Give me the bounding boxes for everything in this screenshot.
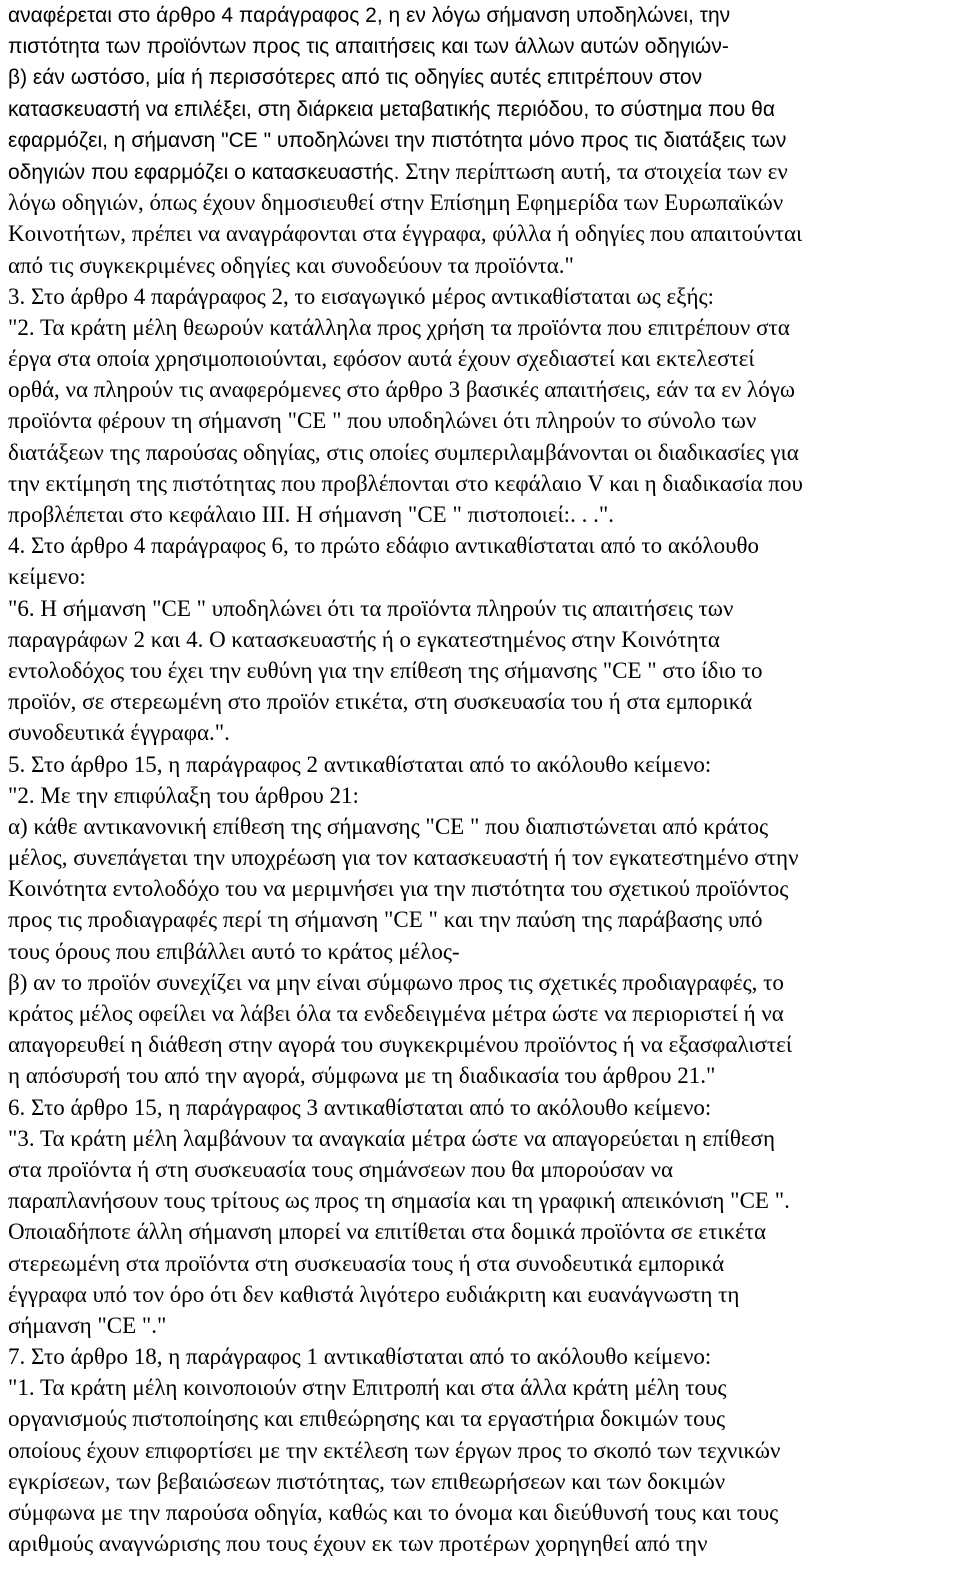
document-line-text: α) κάθε αντικανονική επίθεση της σήμανσης "CE " που διαπιστώνεται από κράτος [8, 813, 769, 839]
document-line [8, 468, 960, 499]
document-line [8, 780, 960, 811]
document-line-text: "6. Η σήμανση "CE " υποδηλώνει ότι τα προϊόντα πληρούν τις απαιτήσεις των [8, 595, 734, 621]
document-line [8, 1528, 960, 1559]
document-line-text: την εκτίμηση της πιστότητας που προβλέπονται στο κεφάλαιο V και η διαδικασία που [8, 470, 803, 496]
document-line [8, 62, 960, 93]
document-line-text: στερεωμένη στα προϊόντα στη συσκευασία τους ή στα συνοδευτικά εμπορικά [8, 1250, 725, 1276]
document-line [8, 1060, 960, 1091]
document-line-text: αναφέρεται στο άρθρο 4 παράγραφος 2, η εν λόγω σήμανση υποδηλώνει, την [8, 4, 731, 27]
document-line [8, 499, 960, 530]
document-line-text: συνοδευτικά έγγραφα.". [8, 720, 230, 746]
document-line-text: "1. Τα κράτη μέλη κοινοποιούν στην Επιτροπή και στα άλλα κράτη μέλη τους [8, 1375, 727, 1401]
document-line-text: Κοινότητα εντολοδόχο του να μεριμνήσει για την πιστότητα του σχετικού προϊόντος [8, 876, 789, 902]
document-line-text: προβλέπεται στο κεφάλαιο ΙΙΙ. Η σήμανση "CE " πιστοποιεί:. . .". [8, 502, 614, 527]
document-line-text: "2. Με την επιφύλαξη του άρθρου 21: [8, 782, 359, 808]
document-line-text: "3. Τα κράτη μέλη λαμβάνουν τα αναγκαία μέτρα ώστε να απαγορεύεται η επίθεση [8, 1125, 775, 1151]
document-line [8, 717, 960, 748]
document-line-text: οποίους έχουν επιφορτίσει με την εκτέλεση των έργων προς το σκοπό των τεχνικών [8, 1437, 781, 1463]
document-line [8, 437, 960, 468]
document-line-text: ορθά, να πληρούν τις αναφερόμενες στο άρθρο 3 βασικές απαιτήσεις, εάν τα εν λόγω [8, 377, 795, 403]
document-line [8, 156, 960, 187]
document-line-continuation: Στην περίπτωση αυτή, τα στοιχεία των εν [399, 158, 788, 184]
document-line [8, 1341, 960, 1372]
document-line [8, 655, 960, 686]
document-line [8, 967, 960, 998]
document-line [8, 1154, 960, 1185]
document-line-text: β) εάν ωστόσο, μία ή περισσότερες από τις οδηγίες αυτές επιτρέπουν στον [8, 66, 703, 90]
document-line-text: Οποιαδήποτε άλλη σήμανση μπορεί να επιτίθεται στα δομικά προϊόντα σε ετικέτα [8, 1219, 767, 1245]
document-line-text: παραπλανήσουν τους τρίτους ως προς τη σημασία και τη γραφική απεικόνιση "CE ". [8, 1188, 790, 1214]
document-line [8, 1466, 960, 1497]
document-line [8, 31, 960, 62]
document-line-text: τους όρους που επιβάλλει αυτό το κράτος μέλος- [8, 938, 460, 964]
document-line-text: κατασκευαστή να επιλέξει, στη διάρκεια μεταβατικής περιόδου, το σύστημα που θα [8, 97, 775, 121]
document-line-text: "2. Τα κράτη μέλη θεωρούν κατάλληλα προς χρήση τα προϊόντα που επιτρέπουν στα [8, 314, 790, 340]
document-line [8, 94, 960, 125]
document-line [8, 218, 960, 249]
document-line-text: 7. Στο άρθρο 18, η παράγραφος 1 αντικαθίσταται από το ακόλουθο κείμενο: [8, 1344, 712, 1370]
document-line-text: 6. Στο άρθρο 15, η παράγραφος 3 αντικαθίσταται από το ακόλουθο κείμενο: [8, 1094, 712, 1120]
document-line [8, 1497, 960, 1528]
document-line [8, 1123, 960, 1154]
document-line [8, 686, 960, 717]
document-line-text: οδηγιών που εφαρμόζει ο κατασκευαστής. [8, 160, 400, 184]
document-line-text: διατάξεων της παρούσας οδηγίας, στις οποίες συμπεριλαμβάνονται οι διαδικασίες για [8, 439, 799, 465]
document-line-text: κείμενο: [8, 564, 86, 590]
document-line-text: β) αν το προϊόν συνεχίζει να μην είναι σύμφωνο προς τις σχετικές προδιαγραφές, το [8, 969, 784, 995]
document-line-text: σήμανση "CE "." [8, 1312, 167, 1338]
document-line-text: 4. Στο άρθρο 4 παράγραφος 6, το πρώτο εδάφιο αντικαθίσταται από το ακόλουθο [8, 533, 760, 559]
document-body [8, 0, 960, 1559]
document-line-text: σύμφωνα με την παρούσα οδηγία, καθώς και το όνομα και διεύθυνσή τους και τους [8, 1500, 779, 1525]
document-line-text: οργανισμούς πιστοποίησης και επιθεώρησης και τα εργαστήρια δοκιμών τους [8, 1406, 726, 1432]
document-line-text: παραγράφων 2 και 4. Ο κατασκευαστής ή ο εγκατεστημένος στην Κοινότητα [8, 626, 720, 652]
document-line-text: πιστότητα των προϊόντων προς τις απαιτήσεις και των άλλων αυτών οδηγιών- [8, 35, 729, 59]
document-line [8, 530, 960, 561]
document-line-text: προς τις προδιαγραφές περί τη σήμανση "CE " και την παύση της παράβασης υπό [8, 907, 763, 933]
document-line [8, 998, 960, 1029]
document-line-text: προϊόν, σε στερεωμένη στο προϊόν ετικέτα, στη συσκευασία του ή στα εμπορικά [8, 689, 753, 715]
document-line [8, 374, 960, 405]
document-line-text: εφαρμόζει, η σήμανση "CE " υποδηλώνει την πιστότητα μόνο προς τις διατάξεις των [8, 128, 787, 152]
document-line-text: η απόσυρσή του από την αγορά, σύμφωνα με τη διαδικασία του άρθρου 21." [8, 1063, 716, 1089]
document-line-text: στα προϊόντα ή στη συσκευασία τους σημάνσεων που θα μπορούσαν να [8, 1156, 674, 1182]
document-line [8, 1279, 960, 1310]
document-line-text: Κοινοτήτων, πρέπει να αναγράφονται στα έγγραφα, φύλλα ή οδηγίες που απαιτούνται [8, 221, 803, 247]
document-line-text: κράτος μέλος οφείλει να λάβει όλα τα ενδεδειγμένα μέτρα ώστε να περιοριστεί ή να [8, 1001, 784, 1026]
document-line [8, 1029, 960, 1060]
document-line [8, 125, 960, 156]
document-line [8, 1185, 960, 1216]
document-line [8, 811, 960, 842]
document-line [8, 343, 960, 374]
document-line [8, 1248, 960, 1279]
document-line-text: εντολοδόχος του έχει την ευθύνη για την επίθεση της σήμανσης "CE " στο ίδιο το [8, 657, 763, 683]
document-line [8, 0, 960, 31]
document-line [8, 187, 960, 218]
document-line [8, 312, 960, 343]
document-line-text: αριθμούς αναγνώρισης που τους έχουν εκ των προτέρων χορηγηθεί από την [8, 1531, 708, 1557]
document-line-text: 3. Στο άρθρο 4 παράγραφος 2, το εισαγωγικό μέρος αντικαθίσταται ως εξής: [8, 283, 714, 309]
document-line-text: λόγω οδηγιών, όπως έχουν δημοσιευθεί στην Επίσημη Εφημερίδα των Ευρωπαϊκών [8, 190, 784, 216]
document-line-text: έργα στα οποία χρησιμοποιούνται, εφόσον αυτά έχουν σχεδιαστεί και εκτελεστεί [8, 346, 755, 372]
document-line [8, 749, 960, 780]
document-line [8, 1310, 960, 1341]
document-line-text: έγγραφα υπό τον όρο ότι δεν καθιστά λιγότερο ευδιάκριτη και ευανάγνωστη τη [8, 1281, 740, 1307]
document-line [8, 405, 960, 436]
document-line [8, 593, 960, 624]
document-line-text: προϊόντα φέρουν τη σήμανση "CE " που υποδηλώνει ότι πληρούν το σύνολο των [8, 408, 757, 434]
document-line-text: από τις συγκεκριμένες οδηγίες και συνοδεύουν τα προϊόντα." [8, 252, 574, 278]
document-line [8, 1403, 960, 1434]
document-line [8, 561, 960, 592]
document-line [8, 250, 960, 281]
document-line [8, 1435, 960, 1466]
document-line [8, 1092, 960, 1123]
document-line [8, 904, 960, 935]
document-line-text: 5. Στο άρθρο 15, η παράγραφος 2 αντικαθίσταται από το ακόλουθο κείμενο: [8, 751, 712, 777]
document-line-text: μέλος, συνεπάγεται την υποχρέωση για τον κατασκευαστή ή τον εγκατεστημένο στην [8, 845, 799, 871]
document-line-text: εγκρίσεων, των βεβαιώσεων πιστότητας, των επιθεωρήσεων και των δοκιμών [8, 1468, 726, 1494]
document-line [8, 842, 960, 873]
document-line [8, 936, 960, 967]
document-line [8, 1216, 960, 1247]
document-line [8, 624, 960, 655]
document-line-text: απαγορευθεί η διάθεση στην αγορά του συγκεκριμένου προϊόντος ή να εξασφαλιστεί [8, 1032, 793, 1058]
document-line [8, 281, 960, 312]
document-line [8, 1372, 960, 1403]
document-line [8, 873, 960, 904]
